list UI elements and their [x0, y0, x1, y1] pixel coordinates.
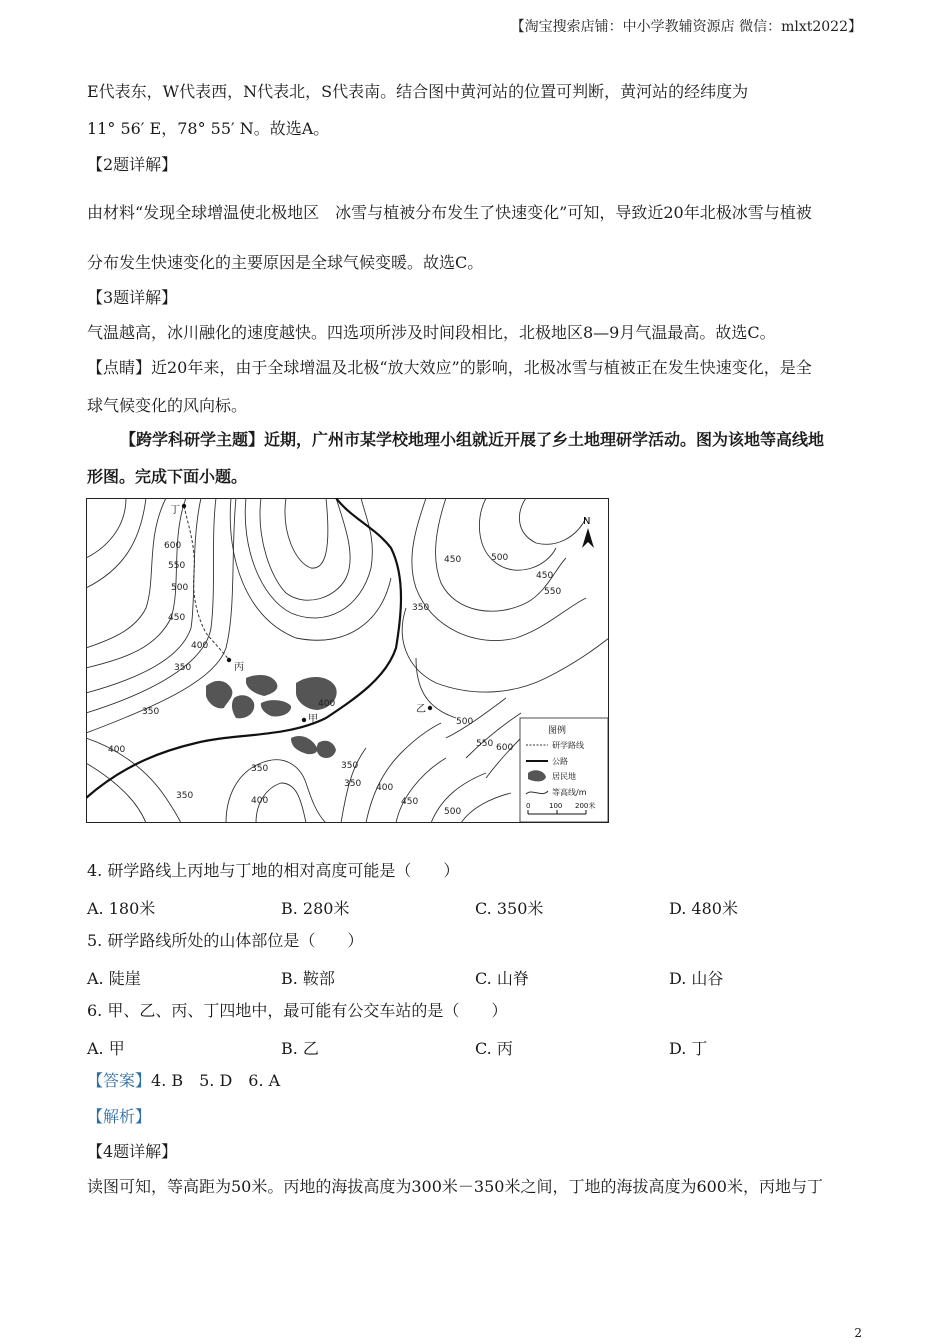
question-6-stem: 6. 甲、乙、丙、丁四地中，最可能有公交车站的是（ ） — [87, 1001, 508, 1020]
contour-label: 400 — [191, 641, 209, 651]
text-line: 分布发生快速变化的主要原因是全球气候变暖。故选C。 — [87, 253, 484, 272]
svg-text:研学路线: 研学路线 — [552, 741, 584, 750]
answer-text: 4. B 5. D 6. A — [151, 1071, 281, 1090]
contour-label: 450 — [401, 797, 419, 807]
svg-text:N: N — [583, 516, 591, 527]
contour-map — [86, 498, 609, 823]
point-bing-label: 丙 — [234, 662, 244, 673]
topic-intro: 形图。完成下面小题。 — [87, 467, 248, 486]
contour-label: 400 — [376, 783, 394, 793]
contour-label: 350 — [412, 603, 430, 613]
q5-option-c: C. 山脊 — [475, 969, 529, 988]
svg-text:100: 100 — [549, 802, 563, 810]
page-header: 【淘宝搜索店铺：中小学教辅资源店 微信：mlxt2022】 — [510, 19, 862, 35]
svg-text:等高线/m: 等高线/m — [552, 788, 587, 797]
svg-text:公路: 公路 — [552, 757, 568, 766]
text-line: 由材料“发现全球增温使北极地区 冰雪与植被分布发生了快速变化”可知，导致近20年北极冰雪与植被 — [87, 203, 812, 222]
point-ding-label: 丁 — [170, 505, 180, 516]
contour-label: 450 — [536, 571, 554, 581]
q5-option-d: D. 山谷 — [669, 969, 724, 988]
q5-option-a: A. 陡崖 — [87, 969, 141, 988]
contour-label: 500 — [456, 717, 474, 727]
contour-label: 550 — [544, 587, 562, 597]
contour-label: 550 — [168, 561, 186, 571]
svg-text:图例: 图例 — [548, 726, 567, 736]
point-yi-label: 乙 — [416, 704, 426, 715]
section-heading: 【3题详解】 — [87, 288, 178, 307]
svg-text:200米: 200米 — [575, 802, 596, 810]
contour-label: 350 — [251, 764, 269, 774]
analysis-label: 【解析】 — [87, 1107, 152, 1126]
q6-option-c: C. 丙 — [475, 1039, 513, 1058]
svg-text:居民地: 居民地 — [552, 772, 576, 781]
text-line: 球气候变化的风向标。 — [87, 396, 248, 415]
text-line: E代表东，W代表西，N代表北，S代表南。结合图中黄河站的位置可判断，黄河站的经纬度为 — [87, 82, 749, 101]
contour-label: 450 — [168, 613, 186, 623]
contour-label: 350 — [174, 663, 192, 673]
contour-label: 450 — [444, 555, 462, 565]
question-5-stem: 5. 研学路线所处的山体部位是（ ） — [87, 931, 364, 950]
contour-label: 350 — [176, 791, 194, 801]
contour-label: 600 — [164, 541, 182, 551]
q4-option-b: B. 280米 — [281, 899, 350, 918]
contour-label: 350 — [142, 707, 160, 717]
page-number: 2 — [854, 1326, 862, 1340]
q4-option-c: C. 350米 — [475, 899, 544, 918]
section-heading: 【4题详解】 — [87, 1142, 178, 1161]
point-jia-label: 甲 — [308, 714, 318, 725]
answer-label: 【答案】 — [87, 1071, 152, 1090]
contour-label: 400 — [318, 699, 336, 709]
map-legend — [520, 718, 608, 822]
text-line: 【点睛】近20年来，由于全球增温及北极“放大效应”的影响，北极冰雪与植被正在发生快速变化，是全 — [87, 358, 812, 377]
q6-option-d: D. 丁 — [669, 1039, 708, 1058]
q6-option-b: B. 乙 — [281, 1039, 319, 1058]
contour-label: 350 — [341, 761, 359, 771]
answer-line — [87, 1071, 280, 1092]
contour-label: 600 — [496, 743, 514, 753]
contour-label: 500 — [491, 553, 509, 563]
contour-label: 500 — [444, 807, 462, 817]
svg-text:0: 0 — [526, 802, 531, 810]
topic-intro: 【跨学科研学主题】近期，广州市某学校地理小组就近开展了乡土地理研学活动。图为该地等高线地 — [120, 430, 825, 449]
question-4-stem: 4. 研学路线上丙地与丁地的相对高度可能是（ ） — [87, 861, 460, 880]
contour-label: 400 — [108, 745, 126, 755]
q5-option-b: B. 鞍部 — [281, 969, 335, 988]
q4-option-a: A. 180米 — [87, 899, 156, 918]
text-line: 11° 56′ E，78° 55′ N。故选A。 — [87, 119, 330, 138]
section-heading: 【2题详解】 — [87, 155, 178, 174]
contour-label: 500 — [171, 583, 189, 593]
contour-label: 550 — [476, 739, 494, 749]
contour-label: 350 — [344, 779, 362, 789]
q4-option-d: D. 480米 — [669, 899, 738, 918]
contour-label: 400 — [251, 796, 269, 806]
q6-option-a: A. 甲 — [87, 1039, 125, 1058]
text-line: 读图可知，等高距为50米。丙地的海拔高度为300米－350米之间，丁地的海拔高度为600米，丙地与丁 — [87, 1177, 823, 1196]
text-line: 气温越高，冰川融化的速度越快。四选项所涉及时间段相比，北极地区8—9月气温最高。故选C。 — [87, 323, 776, 342]
